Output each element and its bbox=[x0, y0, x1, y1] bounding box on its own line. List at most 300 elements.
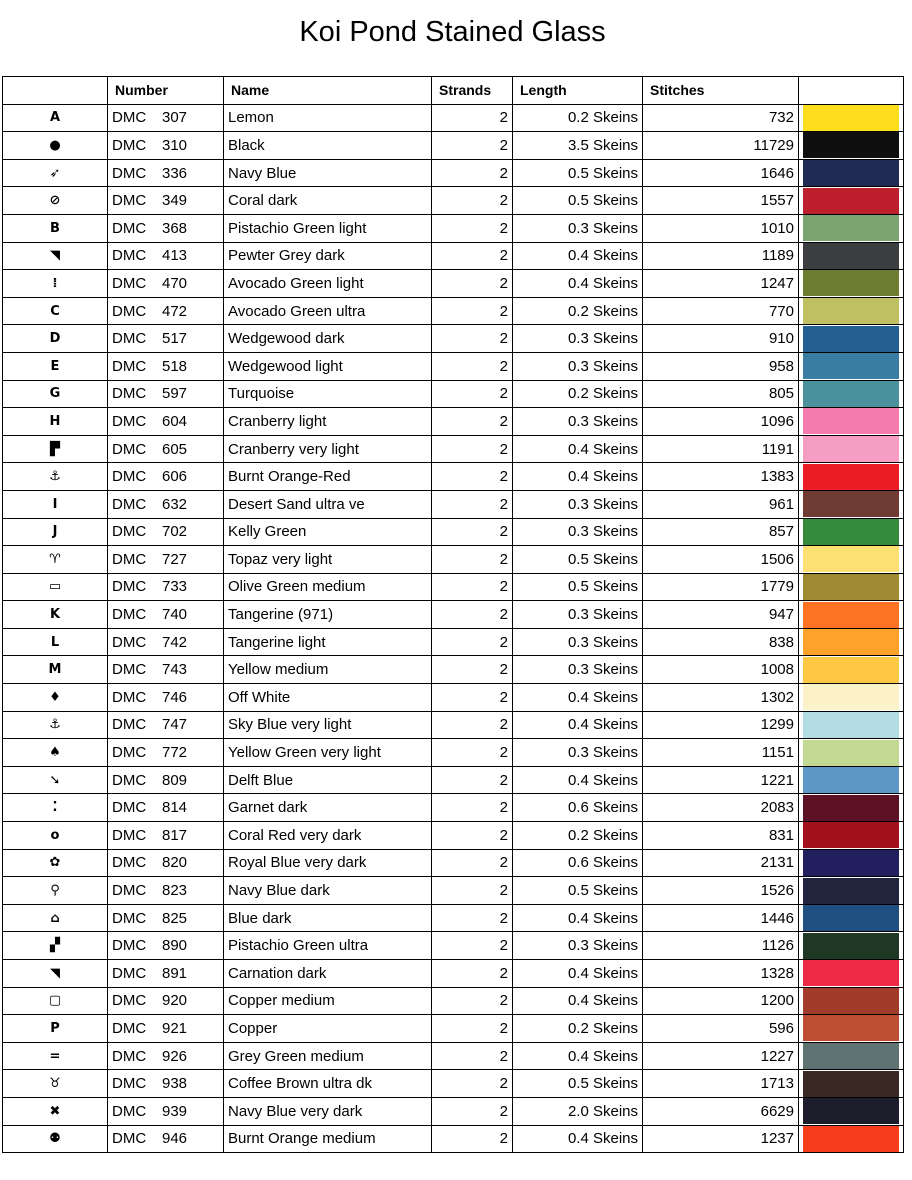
symbol-icon: ⚓ bbox=[3, 711, 108, 739]
stitches: 2131 bbox=[643, 849, 799, 877]
strands: 2 bbox=[432, 1042, 513, 1070]
code: 307 bbox=[162, 109, 188, 127]
stitches: 1151 bbox=[643, 739, 799, 767]
length: 0.2 Skeins bbox=[513, 822, 643, 850]
length: 0.2 Skeins bbox=[513, 1015, 643, 1043]
stitches: 1237 bbox=[643, 1125, 799, 1153]
table-row bbox=[3, 380, 904, 408]
thread-name: Garnet dark bbox=[224, 794, 432, 822]
thread-number bbox=[108, 877, 224, 905]
color-swatch bbox=[799, 684, 904, 712]
length: 0.3 Skeins bbox=[513, 408, 643, 436]
thread-name: Pistachio Green light bbox=[224, 214, 432, 242]
symbol-icon: H bbox=[3, 408, 108, 436]
thread-number bbox=[108, 1070, 224, 1098]
length: 0.5 Skeins bbox=[513, 1070, 643, 1098]
brand: DMC bbox=[112, 109, 147, 127]
header-number: Number bbox=[108, 77, 224, 105]
table-row bbox=[3, 684, 904, 712]
stitches: 805 bbox=[643, 380, 799, 408]
code: 938 bbox=[162, 1075, 188, 1093]
thread-legend-table bbox=[2, 76, 904, 1153]
table-row bbox=[3, 1070, 904, 1098]
symbol-icon: ▢ bbox=[3, 987, 108, 1015]
thread-name: Burnt Orange-Red bbox=[224, 463, 432, 491]
swatch-fill bbox=[803, 712, 899, 738]
strands: 2 bbox=[432, 739, 513, 767]
code: 939 bbox=[162, 1102, 188, 1120]
length: 0.5 Skeins bbox=[513, 573, 643, 601]
table-row bbox=[3, 656, 904, 684]
thread-name: Grey Green medium bbox=[224, 1042, 432, 1070]
symbol-icon: o bbox=[3, 822, 108, 850]
brand: DMC bbox=[112, 716, 147, 734]
stitches: 1096 bbox=[643, 408, 799, 436]
code: 605 bbox=[162, 440, 188, 458]
color-swatch bbox=[799, 380, 904, 408]
strands: 2 bbox=[432, 1070, 513, 1098]
stitches: 1126 bbox=[643, 932, 799, 960]
color-swatch bbox=[799, 490, 904, 518]
code: 740 bbox=[162, 606, 188, 624]
swatch-fill bbox=[803, 602, 899, 628]
thread-name: Blue dark bbox=[224, 904, 432, 932]
table-row bbox=[3, 877, 904, 905]
symbol-icon: ♠ bbox=[3, 739, 108, 767]
code: 809 bbox=[162, 771, 188, 789]
brand: DMC bbox=[112, 219, 147, 237]
strands: 2 bbox=[432, 270, 513, 298]
brand: DMC bbox=[112, 1102, 147, 1120]
length: 0.4 Skeins bbox=[513, 435, 643, 463]
brand: DMC bbox=[112, 937, 147, 955]
length: 0.4 Skeins bbox=[513, 904, 643, 932]
length: 0.3 Skeins bbox=[513, 739, 643, 767]
thread-number bbox=[108, 849, 224, 877]
thread-number bbox=[108, 628, 224, 656]
table-row bbox=[3, 1097, 904, 1125]
swatch-fill bbox=[803, 1126, 899, 1152]
length: 0.4 Skeins bbox=[513, 270, 643, 298]
strands: 2 bbox=[432, 546, 513, 574]
thread-number bbox=[108, 463, 224, 491]
table-row bbox=[3, 104, 904, 132]
swatch-fill bbox=[803, 850, 899, 876]
thread-number bbox=[108, 1097, 224, 1125]
strands: 2 bbox=[432, 490, 513, 518]
brand: DMC bbox=[112, 909, 147, 927]
table-row bbox=[3, 987, 904, 1015]
table-row bbox=[3, 159, 904, 187]
symbol-icon: ⌂ bbox=[3, 904, 108, 932]
stitches: 11729 bbox=[643, 132, 799, 160]
code: 413 bbox=[162, 247, 188, 265]
thread-name: Wedgewood light bbox=[224, 352, 432, 380]
thread-name: Delft Blue bbox=[224, 766, 432, 794]
thread-number bbox=[108, 159, 224, 187]
swatch-fill bbox=[803, 988, 899, 1014]
brand: DMC bbox=[112, 164, 147, 182]
code: 604 bbox=[162, 412, 188, 430]
symbol-icon: ● bbox=[3, 132, 108, 160]
table-row bbox=[3, 490, 904, 518]
thread-number bbox=[108, 739, 224, 767]
thread-number bbox=[108, 408, 224, 436]
thread-number bbox=[108, 794, 224, 822]
code: 310 bbox=[162, 136, 188, 154]
length: 0.3 Skeins bbox=[513, 214, 643, 242]
color-swatch bbox=[799, 1097, 904, 1125]
table-row bbox=[3, 1125, 904, 1153]
length: 0.4 Skeins bbox=[513, 463, 643, 491]
code: 921 bbox=[162, 1019, 188, 1037]
color-swatch bbox=[799, 794, 904, 822]
symbol-icon: ◥ bbox=[3, 242, 108, 270]
symbol-icon: ⁞ bbox=[3, 270, 108, 298]
swatch-fill bbox=[803, 491, 899, 517]
strands: 2 bbox=[432, 628, 513, 656]
length: 3.5 Skeins bbox=[513, 132, 643, 160]
thread-number bbox=[108, 270, 224, 298]
thread-name: Tangerine light bbox=[224, 628, 432, 656]
color-swatch bbox=[799, 132, 904, 160]
table-row bbox=[3, 628, 904, 656]
stitches: 1008 bbox=[643, 656, 799, 684]
page-title: Koi Pond Stained Glass bbox=[299, 16, 606, 48]
stitches: 958 bbox=[643, 352, 799, 380]
symbol-icon: ⚉ bbox=[3, 1125, 108, 1153]
thread-name: Coral dark bbox=[224, 187, 432, 215]
color-swatch bbox=[799, 187, 904, 215]
brand: DMC bbox=[112, 606, 147, 624]
color-swatch bbox=[799, 822, 904, 850]
symbol-icon: ⚓ bbox=[3, 463, 108, 491]
swatch-fill bbox=[803, 215, 899, 241]
thread-number bbox=[108, 132, 224, 160]
thread-number bbox=[108, 904, 224, 932]
thread-name: Burnt Orange medium bbox=[224, 1125, 432, 1153]
symbol-icon: ◥ bbox=[3, 960, 108, 988]
stitches: 1299 bbox=[643, 711, 799, 739]
thread-number bbox=[108, 960, 224, 988]
symbol-icon: ♉ bbox=[3, 1070, 108, 1098]
strands: 2 bbox=[432, 849, 513, 877]
header-length: Length bbox=[513, 77, 643, 105]
symbol-icon: L bbox=[3, 628, 108, 656]
code: 727 bbox=[162, 550, 188, 568]
thread-name: Yellow Green very light bbox=[224, 739, 432, 767]
code: 823 bbox=[162, 882, 188, 900]
length: 0.5 Skeins bbox=[513, 877, 643, 905]
swatch-fill bbox=[803, 574, 899, 600]
length: 0.2 Skeins bbox=[513, 297, 643, 325]
symbol-icon: ⊘ bbox=[3, 187, 108, 215]
thread-name: Pistachio Green ultra bbox=[224, 932, 432, 960]
swatch-fill bbox=[803, 740, 899, 766]
stitches: 1221 bbox=[643, 766, 799, 794]
code: 349 bbox=[162, 192, 188, 210]
table-row bbox=[3, 214, 904, 242]
brand: DMC bbox=[112, 882, 147, 900]
table-row bbox=[3, 325, 904, 353]
table-row bbox=[3, 794, 904, 822]
brand: DMC bbox=[112, 771, 147, 789]
stitches: 1328 bbox=[643, 960, 799, 988]
brand: DMC bbox=[112, 826, 147, 844]
brand: DMC bbox=[112, 523, 147, 541]
thread-number bbox=[108, 187, 224, 215]
symbol-icon: E bbox=[3, 352, 108, 380]
length: 0.3 Skeins bbox=[513, 490, 643, 518]
color-swatch bbox=[799, 987, 904, 1015]
code: 820 bbox=[162, 854, 188, 872]
stitches: 1713 bbox=[643, 1070, 799, 1098]
stitches: 1446 bbox=[643, 904, 799, 932]
length: 0.2 Skeins bbox=[513, 104, 643, 132]
header-strands: Strands bbox=[432, 77, 513, 105]
symbol-icon: = bbox=[3, 1042, 108, 1070]
thread-number bbox=[108, 214, 224, 242]
symbol-icon: ♦ bbox=[3, 684, 108, 712]
symbol-icon: ⚲ bbox=[3, 877, 108, 905]
table-row bbox=[3, 408, 904, 436]
symbol-icon: I bbox=[3, 490, 108, 518]
code: 825 bbox=[162, 909, 188, 927]
stitches: 857 bbox=[643, 518, 799, 546]
length: 0.3 Skeins bbox=[513, 325, 643, 353]
code: 368 bbox=[162, 219, 188, 237]
stitches: 1779 bbox=[643, 573, 799, 601]
code: 632 bbox=[162, 495, 188, 513]
stitches: 2083 bbox=[643, 794, 799, 822]
thread-name: Black bbox=[224, 132, 432, 160]
length: 0.4 Skeins bbox=[513, 684, 643, 712]
symbol-icon: ✿ bbox=[3, 849, 108, 877]
symbol-icon: G bbox=[3, 380, 108, 408]
brand: DMC bbox=[112, 744, 147, 762]
thread-number bbox=[108, 932, 224, 960]
color-swatch bbox=[799, 960, 904, 988]
code: 926 bbox=[162, 1047, 188, 1065]
swatch-fill bbox=[803, 960, 899, 986]
swatch-fill bbox=[803, 1015, 899, 1041]
thread-name: Coral Red very dark bbox=[224, 822, 432, 850]
table-row bbox=[3, 132, 904, 160]
thread-name: Navy Blue very dark bbox=[224, 1097, 432, 1125]
symbol-icon: D bbox=[3, 325, 108, 353]
color-swatch bbox=[799, 104, 904, 132]
strands: 2 bbox=[432, 159, 513, 187]
thread-number bbox=[108, 518, 224, 546]
length: 0.6 Skeins bbox=[513, 849, 643, 877]
brand: DMC bbox=[112, 633, 147, 651]
strands: 2 bbox=[432, 684, 513, 712]
brand: DMC bbox=[112, 1130, 147, 1148]
color-swatch bbox=[799, 242, 904, 270]
thread-number bbox=[108, 1042, 224, 1070]
table-row bbox=[3, 546, 904, 574]
color-swatch bbox=[799, 573, 904, 601]
code: 733 bbox=[162, 578, 188, 596]
symbol-icon: ➘ bbox=[3, 766, 108, 794]
strands: 2 bbox=[432, 766, 513, 794]
header-stitches: Stitches bbox=[643, 77, 799, 105]
swatch-fill bbox=[803, 436, 899, 462]
symbol-icon: B bbox=[3, 214, 108, 242]
swatch-fill bbox=[803, 353, 899, 379]
symbol-icon: ✖ bbox=[3, 1097, 108, 1125]
stitches: 947 bbox=[643, 601, 799, 629]
code: 518 bbox=[162, 357, 188, 375]
thread-number bbox=[108, 104, 224, 132]
code: 472 bbox=[162, 302, 188, 320]
length: 0.5 Skeins bbox=[513, 159, 643, 187]
length: 0.3 Skeins bbox=[513, 656, 643, 684]
table-row bbox=[3, 242, 904, 270]
stitches: 831 bbox=[643, 822, 799, 850]
thread-number bbox=[108, 435, 224, 463]
strands: 2 bbox=[432, 573, 513, 601]
table-row bbox=[3, 573, 904, 601]
thread-number bbox=[108, 987, 224, 1015]
thread-number bbox=[108, 325, 224, 353]
thread-name: Olive Green medium bbox=[224, 573, 432, 601]
thread-number bbox=[108, 490, 224, 518]
brand: DMC bbox=[112, 1075, 147, 1093]
thread-name: Carnation dark bbox=[224, 960, 432, 988]
thread-number bbox=[108, 1125, 224, 1153]
color-swatch bbox=[799, 656, 904, 684]
brand: DMC bbox=[112, 274, 147, 292]
swatch-fill bbox=[803, 767, 899, 793]
thread-number bbox=[108, 684, 224, 712]
strands: 2 bbox=[432, 1097, 513, 1125]
strands: 2 bbox=[432, 380, 513, 408]
swatch-fill bbox=[803, 657, 899, 683]
symbol-icon: ▞ bbox=[3, 932, 108, 960]
strands: 2 bbox=[432, 794, 513, 822]
code: 702 bbox=[162, 523, 188, 541]
strands: 2 bbox=[432, 904, 513, 932]
code: 946 bbox=[162, 1130, 188, 1148]
table-row bbox=[3, 822, 904, 850]
strands: 2 bbox=[432, 352, 513, 380]
symbol-icon: ➶ bbox=[3, 159, 108, 187]
symbol-icon: A bbox=[3, 104, 108, 132]
color-swatch bbox=[799, 1015, 904, 1043]
stitches: 1191 bbox=[643, 435, 799, 463]
color-swatch bbox=[799, 518, 904, 546]
code: 742 bbox=[162, 633, 188, 651]
stitches: 1227 bbox=[643, 1042, 799, 1070]
table-row bbox=[3, 904, 904, 932]
stitches: 961 bbox=[643, 490, 799, 518]
color-swatch bbox=[799, 904, 904, 932]
thread-number bbox=[108, 352, 224, 380]
stitches: 1646 bbox=[643, 159, 799, 187]
color-swatch bbox=[799, 546, 904, 574]
thread-name: Tangerine (971) bbox=[224, 601, 432, 629]
thread-name: Topaz very light bbox=[224, 546, 432, 574]
symbol-icon: ▛ bbox=[3, 435, 108, 463]
code: 517 bbox=[162, 330, 188, 348]
thread-number bbox=[108, 711, 224, 739]
stitches: 732 bbox=[643, 104, 799, 132]
strands: 2 bbox=[432, 518, 513, 546]
brand: DMC bbox=[112, 440, 147, 458]
color-swatch bbox=[799, 435, 904, 463]
brand: DMC bbox=[112, 495, 147, 513]
strands: 2 bbox=[432, 960, 513, 988]
symbol-icon: J bbox=[3, 518, 108, 546]
length: 0.4 Skeins bbox=[513, 242, 643, 270]
swatch-fill bbox=[803, 243, 899, 269]
code: 606 bbox=[162, 468, 188, 486]
swatch-fill bbox=[803, 546, 899, 572]
length: 0.3 Skeins bbox=[513, 628, 643, 656]
table-row bbox=[3, 1015, 904, 1043]
thread-name: Royal Blue very dark bbox=[224, 849, 432, 877]
strands: 2 bbox=[432, 325, 513, 353]
code: 814 bbox=[162, 799, 188, 817]
stitches: 596 bbox=[643, 1015, 799, 1043]
table-row bbox=[3, 766, 904, 794]
stitches: 1247 bbox=[643, 270, 799, 298]
swatch-fill bbox=[803, 878, 899, 904]
stitches: 1383 bbox=[643, 463, 799, 491]
code: 336 bbox=[162, 164, 188, 182]
strands: 2 bbox=[432, 822, 513, 850]
code: 743 bbox=[162, 661, 188, 679]
brand: DMC bbox=[112, 330, 147, 348]
brand: DMC bbox=[112, 799, 147, 817]
brand: DMC bbox=[112, 136, 147, 154]
length: 2.0 Skeins bbox=[513, 1097, 643, 1125]
color-swatch bbox=[799, 214, 904, 242]
code: 470 bbox=[162, 274, 188, 292]
swatch-fill bbox=[803, 132, 899, 158]
length: 0.4 Skeins bbox=[513, 1042, 643, 1070]
swatch-fill bbox=[803, 933, 899, 959]
table-row bbox=[3, 270, 904, 298]
strands: 2 bbox=[432, 297, 513, 325]
brand: DMC bbox=[112, 247, 147, 265]
thread-name: Desert Sand ultra ve bbox=[224, 490, 432, 518]
color-swatch bbox=[799, 408, 904, 436]
table-row bbox=[3, 297, 904, 325]
length: 0.4 Skeins bbox=[513, 987, 643, 1015]
thread-name: Navy Blue dark bbox=[224, 877, 432, 905]
length: 0.4 Skeins bbox=[513, 766, 643, 794]
swatch-fill bbox=[803, 105, 899, 131]
brand: DMC bbox=[112, 385, 147, 403]
strands: 2 bbox=[432, 987, 513, 1015]
swatch-fill bbox=[803, 160, 899, 186]
strands: 2 bbox=[432, 435, 513, 463]
thread-name: Kelly Green bbox=[224, 518, 432, 546]
thread-name: Copper bbox=[224, 1015, 432, 1043]
header-row bbox=[3, 77, 904, 105]
brand: DMC bbox=[112, 357, 147, 375]
brand: DMC bbox=[112, 1047, 147, 1065]
thread-number bbox=[108, 656, 224, 684]
strands: 2 bbox=[432, 214, 513, 242]
thread-name: Navy Blue bbox=[224, 159, 432, 187]
thread-name: Cranberry very light bbox=[224, 435, 432, 463]
thread-number bbox=[108, 297, 224, 325]
brand: DMC bbox=[112, 302, 147, 320]
thread-number bbox=[108, 573, 224, 601]
